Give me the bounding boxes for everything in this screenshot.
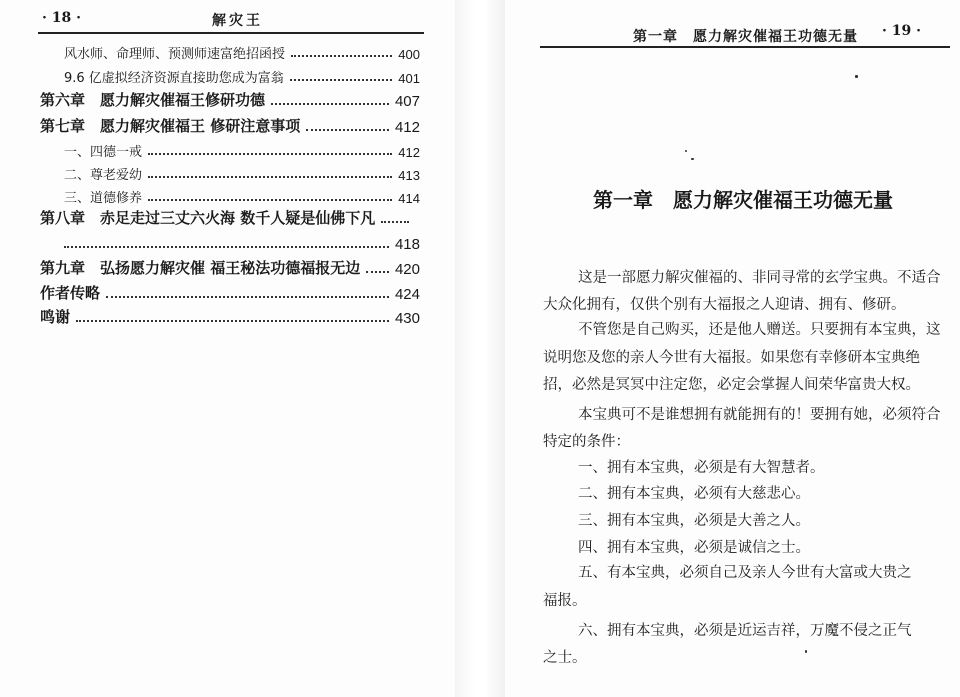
toc-entry-page: 407: [394, 93, 420, 110]
body-text-line: 招，必然是冥冥中注定您，必定会掌握人间荣华富贵大权。: [543, 377, 920, 393]
toc-entry: [64, 186, 420, 206]
toc-entry: [64, 66, 420, 86]
left-page: [0, 0, 455, 697]
toc-entry-page: 430: [394, 310, 420, 327]
toc-entry-page: 420: [394, 261, 420, 278]
toc-entry-title: 第八章 赤足走过三丈六火海 数千人疑是仙佛下凡: [40, 209, 376, 227]
toc-entry-continuation: [64, 233, 420, 253]
body-text-line: 二、拥有本宝典，必须有大慈悲心。: [578, 486, 810, 502]
scan-speck: [855, 75, 858, 78]
body-text-line: 之士。: [543, 650, 587, 666]
toc-leader: [291, 55, 392, 57]
toc-entry: [40, 90, 420, 110]
right-running-title: 第一章 愿力解灾催福王功德无量: [633, 29, 858, 45]
toc-leader: [366, 271, 389, 273]
toc-entry-page: 412: [394, 119, 420, 136]
toc-entry-page: 400: [398, 47, 420, 62]
toc-leader: [271, 103, 389, 105]
toc-leader: [381, 221, 409, 223]
toc-entry-title: 一、四德一戒: [64, 145, 143, 160]
body-text-line: 四、拥有本宝典，必须是诚信之士。: [578, 540, 810, 556]
toc-entry-page: 401: [398, 71, 420, 86]
chapter-heading: 第一章 愿力解灾催福王功德无量: [593, 188, 893, 212]
body-text-line: 五、有本宝典，必须自己及亲人今世有大富或大贵之: [578, 565, 912, 581]
toc-leader: [64, 246, 389, 248]
body-text-line: 这是一部愿力解灾催福的、非同寻常的玄学宝典。不适合: [578, 270, 941, 286]
body-text-line: 一、拥有本宝典，必须是有大智慧者。: [578, 460, 825, 476]
toc-entry-page: 414: [398, 191, 420, 206]
toc-leader: [76, 320, 389, 322]
toc-leader: [106, 296, 389, 298]
toc-leader: [306, 129, 389, 131]
body-text-line: 福报。: [543, 593, 587, 609]
toc-entry: [40, 116, 420, 136]
toc-entry: [40, 307, 420, 327]
scan-speck: [691, 158, 694, 160]
body-text-line: 六、拥有本宝典，必须是近运吉祥，万魔不侵之正气: [578, 623, 912, 639]
toc-entry-title: 鸣谢: [40, 308, 71, 326]
toc-entry: [40, 258, 420, 278]
left-page-number: · 18 ·: [42, 10, 81, 26]
body-text-line: 不管您是自己购买，还是他人赠送。只要拥有本宝典，这: [578, 322, 941, 338]
toc-leader: [290, 79, 392, 81]
toc-entry-page: 413: [398, 168, 420, 183]
toc-entry: [40, 283, 420, 303]
toc-entry-title: 9.6 亿虚拟经济资源直接助您成为富翁: [64, 71, 284, 86]
toc-leader: [148, 153, 392, 155]
scan-speck: [805, 650, 807, 653]
body-text-line: 三、拥有本宝典，必须是大善之人。: [578, 513, 810, 529]
left-header-rule: [38, 32, 424, 34]
toc-entry-title: 风水师、命理师、预测师速富绝招函授: [64, 47, 286, 62]
toc-entry-title: 三、道德修养: [64, 191, 143, 206]
toc-entry-page: 418: [394, 236, 420, 253]
scan-speck: [685, 150, 687, 152]
toc-entry-title: 第九章 弘扬愿力解灾催 福王秘法功德福报无边: [40, 259, 361, 277]
book-spine: [455, 0, 505, 697]
body-text-line: 说明您及您的亲人今世有大福报。如果您有幸修研本宝典绝: [543, 350, 920, 366]
toc-entry-page: 412: [398, 145, 420, 160]
toc-entry-title: 第六章 愿力解灾催福王修研功德: [40, 91, 266, 109]
toc-entry: [64, 163, 420, 183]
right-header-rule: [540, 46, 950, 48]
toc-leader: [148, 176, 392, 178]
toc-leader: [148, 199, 392, 201]
toc-entry: [40, 208, 420, 228]
toc-entry-title: 作者传略: [40, 284, 101, 302]
toc-entry: [64, 42, 420, 62]
right-page-number: · 19 ·: [882, 23, 921, 39]
toc-entry-title: 二、尊老爱幼: [64, 168, 143, 183]
body-text-line: 本宝典可不是谁想拥有就能拥有的！要拥有她，必须符合: [578, 407, 941, 423]
left-running-title: 解灾王: [212, 13, 263, 29]
body-text-line: 大众化拥有，仅供个别有大福报之人迎请、拥有、修研。: [543, 297, 906, 313]
toc-entry: [64, 140, 420, 160]
toc-entry-title: 第七章 愿力解灾催福王 修研注意事项: [40, 117, 301, 135]
toc-entry-page: 424: [394, 286, 420, 303]
body-text-line: 特定的条件：: [543, 434, 630, 450]
right-page: [505, 0, 960, 697]
